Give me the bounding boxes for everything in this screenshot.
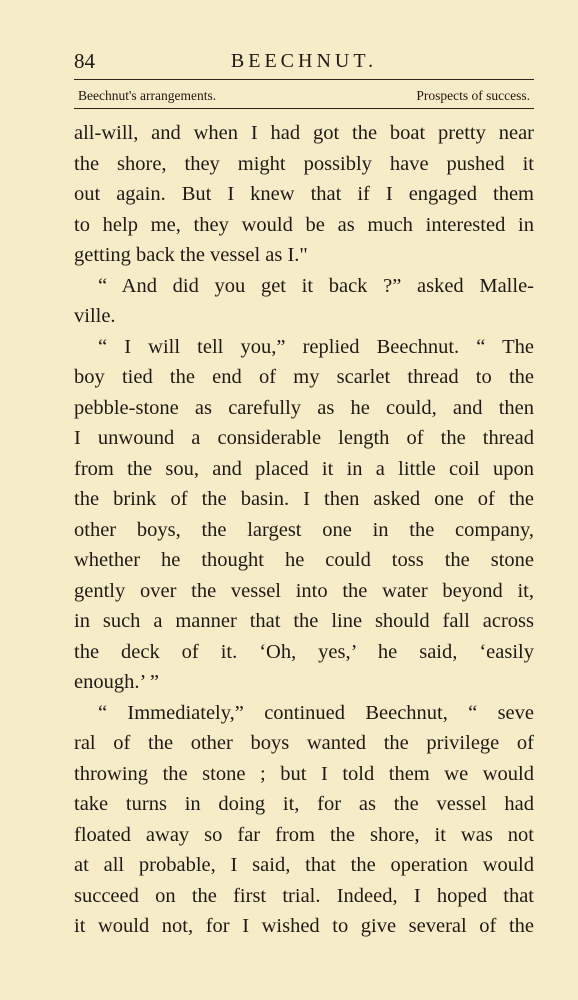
text-line: from the sou, and placed it in a little coil upon [74, 457, 534, 480]
running-head [74, 46, 534, 76]
text-line: pebble-stone as carefully as he could, and then [74, 396, 534, 419]
text-line: ville. [74, 305, 116, 327]
subhead-left: Beechnut's arrangements. [78, 88, 217, 103]
text-line: the brink of the basin. I then asked one of the [74, 488, 534, 510]
text-line: succeed on the first trial. Indeed, I hoped that [74, 884, 534, 907]
text-line: at all probable, I said, that the operation would [74, 854, 534, 876]
text-line: I unwound a considerable length of the thread [74, 427, 534, 449]
text-line: “ Immediately,” continued Beechnut, “ seve [98, 701, 534, 724]
text-line: other boys, the largest one in the company, [74, 518, 534, 541]
text-line: gently over the vessel into the water beyond it, [74, 579, 534, 602]
text-line: “ And did you get it back ?” asked Malle- [98, 274, 534, 297]
running-subhead [78, 85, 530, 107]
header-rule [74, 79, 534, 80]
text-line: throwing the stone ; but I told them we would [74, 762, 534, 785]
text-line: in such a manner that the line should fall across [74, 610, 534, 632]
text-line: to help me, they would be as much interested in [74, 213, 534, 236]
text-line: the shore, they might possibly have pushed it [74, 152, 534, 175]
book-title: BEECHNUT. [230, 50, 378, 72]
text-line: whether he thought he could toss the stone [74, 549, 534, 571]
text-line: ral of the other boys wanted the privilege of [74, 732, 534, 754]
text-line: take turns in doing it, for as the vessel had [74, 793, 534, 815]
subhead-rule [74, 108, 534, 109]
text-line: it would not, for I wished to give several of the [74, 915, 534, 937]
text-line: all-will, and when I had got the boat pretty near [74, 122, 534, 144]
text-line: boy tied the end of my scarlet thread to the [74, 366, 534, 388]
text-line: getting back the vessel as I." [74, 244, 308, 266]
text-line: floated away so far from the shore, it was not [74, 823, 534, 846]
text-line: the deck of it. ‘Oh, yes,’ he said, ‘easily [74, 640, 534, 663]
body-text [74, 118, 534, 942]
subhead-right: Prospects of success. [416, 88, 530, 103]
text-line: “ I will tell you,” replied Beechnut. “ The [98, 335, 534, 358]
page-number: 84 [74, 49, 95, 73]
text-line: enough.’ ” [74, 671, 160, 693]
text-line: out again. But I knew that if I engaged them [74, 183, 534, 205]
